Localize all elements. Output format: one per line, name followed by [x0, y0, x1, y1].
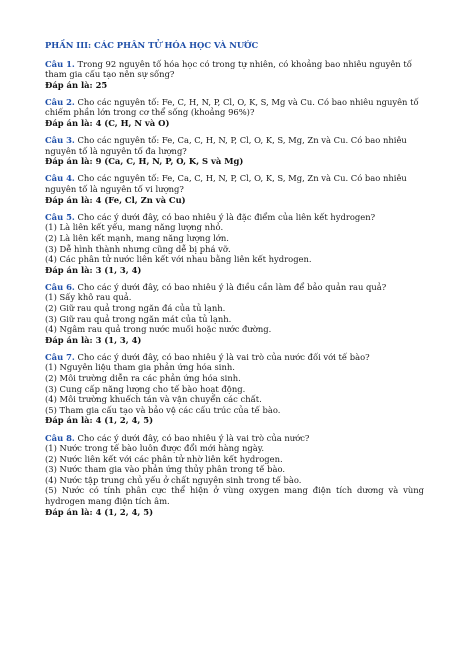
question-option: (1) Nguyên liệu tham gia phản ứng hóa sinh. — [45, 362, 235, 373]
question-text — [45, 59, 424, 80]
question-prompt: Cho các ý dưới đây, có bao nhiêu ý là vai trò của nước đối với tế bào? — [74, 351, 370, 362]
answer-line: Đáp án là: 4 (1, 2, 4, 5) — [45, 415, 154, 426]
question-1 — [45, 59, 424, 91]
question-text — [45, 97, 424, 118]
question-number: Câu 8. — [45, 432, 75, 443]
question-option: (3) Giữ rau quả trong ngăn mát của tủ lạnh. — [45, 313, 232, 324]
question-text — [45, 282, 424, 293]
question-option: (3) Nước tham gia vào phản ứng thủy phân trong tế bào. — [45, 464, 286, 475]
question-text — [45, 433, 424, 444]
question-list — [45, 59, 424, 518]
question-number: Câu 3. — [45, 135, 75, 146]
question-option: (4) Môi trường khuếch tán và vận chuyển các chất. — [45, 394, 262, 405]
question-prompt: Cho các ý dưới đây, có bao nhiêu ý là điều cần làm để bảo quản rau quả? — [74, 281, 387, 292]
question-option: (5) Tham gia cấu tạo và bảo vệ các cấu trúc của tế bào. — [45, 404, 281, 415]
question-option: (4) Ngâm rau quả trong nước muối hoặc nước đường. — [45, 324, 272, 335]
question-prompt: Trong 92 nguyên tố hóa học có trong tự nhiên, có khoảng bao nhiêu nguyên tố tham gia cấu tạo nên sự sống? — [45, 58, 412, 80]
question-prompt: Cho các nguyên tố: Fe, Ca, C, H, N, P, Cl, O, K, S, Mg, Zn và Cu. Có bao nhiêu nguyên tố là nguyên tố vi lượng? — [45, 173, 407, 195]
question-option: (2) Là liên kết mạnh, mang năng lượng lớn. — [45, 232, 229, 243]
question-option: (4) Các phân tử nước liên kết với nhau bằng liên kết hydrogen. — [45, 254, 312, 265]
question-number: Câu 7. — [45, 351, 75, 362]
question-prompt: Cho các ý dưới đây, có bao nhiêu ý là vai trò của nước? — [74, 432, 310, 443]
answer-line: Đáp án là: 4 (1, 2, 4, 5) — [45, 506, 154, 517]
question-text — [45, 135, 424, 156]
question-prompt: Cho các nguyên tố: Fe, Ca, C, H, N, P, Cl, O, K, S, Mg, Zn và Cu. Có bao nhiêu nguyên tố là nguyên tố đa lượng? — [45, 135, 407, 156]
question-option: (2) Môi trường diễn ra các phản ứng hóa sinh. — [45, 373, 241, 384]
question-text — [45, 173, 424, 194]
question-number: Câu 2. — [45, 96, 75, 107]
answer-line: Đáp án là: 3 (1, 3, 4) — [45, 334, 142, 345]
question-option: (2) Giữ rau quả trong ngăn đá của tủ lạnh. — [45, 302, 226, 313]
question-option: (5) Nước có tính phân cực thể hiện ở vùng oxygen mang điện tích dương và vùng hydrogen mang điện tích âm. — [45, 485, 424, 507]
question-text — [45, 212, 424, 223]
answer-line: Đáp án là: 25 — [45, 79, 108, 90]
answer-line: Đáp án là: 9 (Ca, C, H, N, P, O, K, S và Mg) — [45, 156, 244, 167]
question-number: Câu 1. — [45, 58, 75, 69]
question-number: Câu 5. — [45, 211, 75, 222]
question-option: (3) Dễ hình thành nhưng cũng dễ bị phá vỡ. — [45, 243, 231, 254]
question-4 — [45, 173, 424, 205]
question-6 — [45, 282, 424, 346]
question-option: (4) Nước tập trung chủ yếu ở chất nguyên sinh trong tế bào. — [45, 474, 302, 485]
question-5 — [45, 212, 424, 276]
question-8 — [45, 433, 424, 518]
question-option: (3) Cung cấp năng lượng cho tế bào hoạt động. — [45, 383, 246, 394]
answer-line: Đáp án là: 4 (Fe, Cl, Zn và Cu) — [45, 194, 186, 205]
question-number: Câu 4. — [45, 173, 75, 184]
question-number: Câu 6. — [45, 281, 75, 292]
section-title: PHẦN III: CÁC PHÂN TỬ HÓA HỌC VÀ NƯỚC — [45, 40, 259, 50]
question-prompt: Cho các nguyên tố: Fe, C, H, N, P, Cl, O, K, S, Mg và Cu. Có bao nhiêu nguyên tố chiếm phần lớn trong cơ thể sống (khoảng 96%)? — [45, 96, 419, 118]
answer-line: Đáp án là: 4 (C, H, N và O) — [45, 118, 170, 129]
question-text — [45, 352, 424, 363]
question-option: (1) Nước trong tế bào luôn được đổi mới hàng ngày. — [45, 443, 265, 454]
question-option: (1) Là liên kết yếu, mang năng lượng nhỏ. — [45, 222, 224, 233]
question-3 — [45, 135, 424, 167]
question-option: (1) Sấy khô rau quả. — [45, 292, 132, 303]
question-option: (2) Nước liên kết với các phân tử nhờ liên kết hydrogen. — [45, 453, 283, 464]
question-2 — [45, 97, 424, 129]
answer-line: Đáp án là: 3 (1, 3, 4) — [45, 264, 142, 275]
question-prompt: Cho các ý dưới đây, có bao nhiêu ý là đặc điểm của liên kết hydrogen? — [74, 211, 376, 222]
question-7 — [45, 352, 424, 426]
